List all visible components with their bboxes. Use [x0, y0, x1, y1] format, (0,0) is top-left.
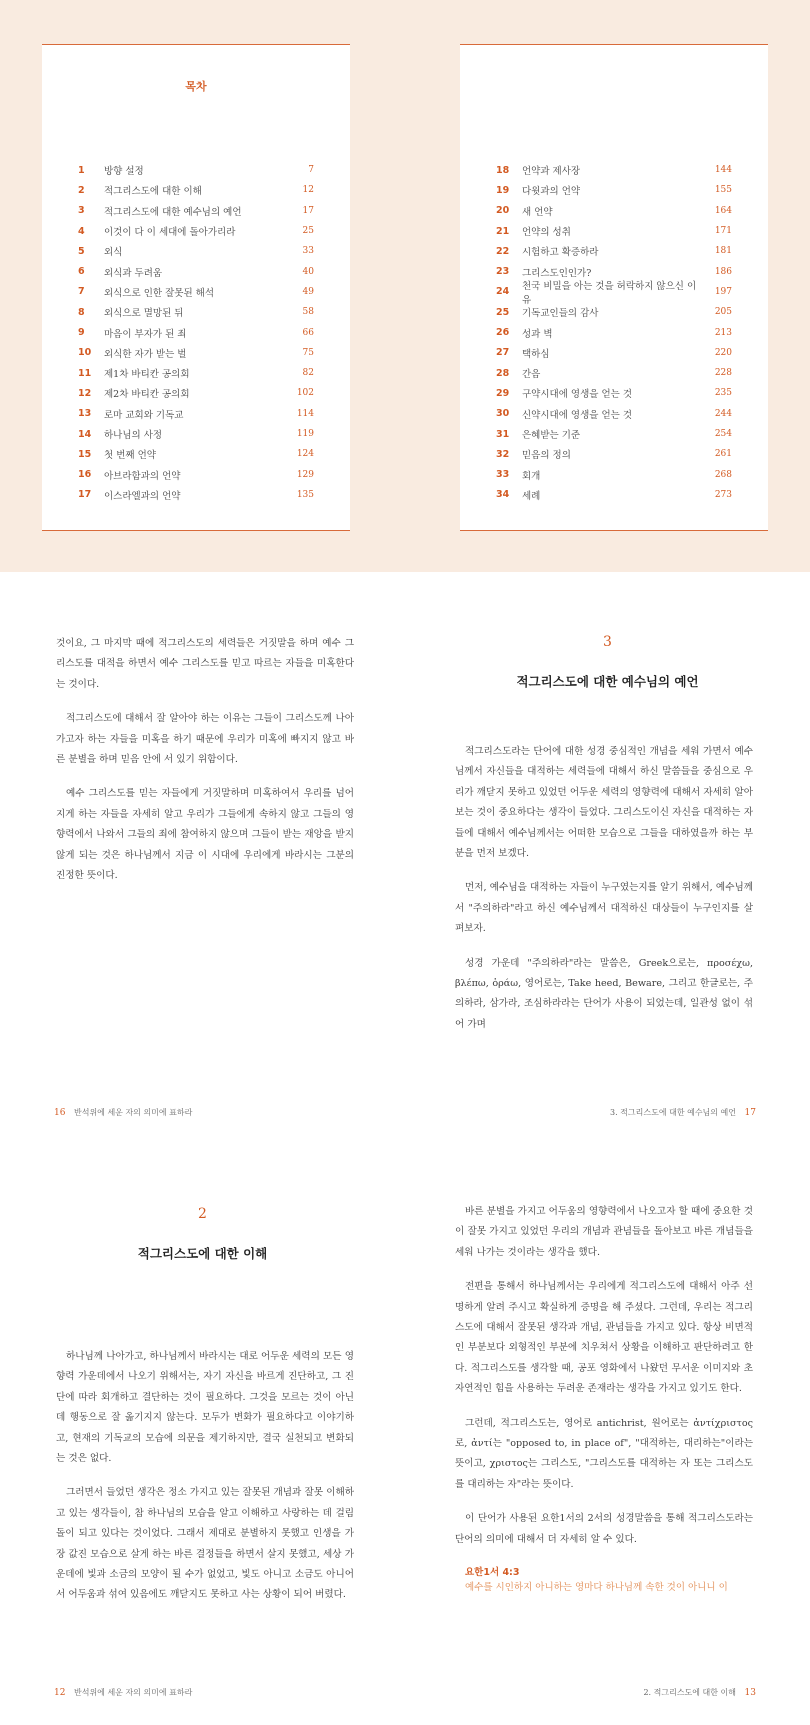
toc-entry-number: 22	[496, 245, 510, 257]
toc-entry-page: 75	[302, 347, 314, 358]
toc-entry[interactable]	[496, 444, 732, 464]
toc-entry-title: 제1차 바티칸 공의회	[104, 369, 190, 381]
paragraph: 바른 분별을 가지고 어두움의 영향력에서 나오고자 할 때에 중요한 것이 잘못 가지고 있었던 우리의 개념과 관념들을 돌아보고 바른 개념들을 세워 나가는 것이라는 생각을 했다.	[455, 1206, 753, 1258]
toc-entry[interactable]	[496, 322, 732, 342]
toc-entry-number: 18	[496, 164, 510, 176]
toc-entry[interactable]	[496, 241, 732, 261]
toc-entry-title: 간음	[522, 369, 541, 381]
page-number: 13	[744, 1688, 756, 1698]
chapter-title: 적그리스도에 대한 예수님의 예언	[516, 674, 699, 689]
toc-entry-title: 적그리스도에 대한 예수님의 예언	[104, 206, 242, 218]
toc-entry[interactable]	[496, 404, 732, 424]
toc-entry-title: 언약의 성취	[522, 227, 571, 239]
toc-entry[interactable]	[78, 383, 314, 403]
paragraph: 적그리스도에 대해서 잘 알아야 하는 이유는 그들이 그리스도께 나아가고자 하는 자들을 미혹을 하기 때문에 우리가 미혹에 빠지지 않고 바른 분별을 하며 믿음 안에 서 있기 위함이다.	[56, 713, 354, 766]
toc-entry[interactable]	[496, 280, 732, 306]
toc-entry-title: 성과 벽	[522, 328, 553, 340]
toc-entry-page: 268	[714, 469, 732, 480]
toc-entry[interactable]	[496, 160, 732, 180]
running-title: 반석위에 세운 자의 의미에 표하라	[74, 1688, 193, 1697]
paragraph: 하나님께 나아가고, 하나님께서 바라시는 대로 어두운 세력의 모든 영향력 가운데에서 나오기 위해서는, 자기 자신을 바르게 진단하고, 그 진단에 따라 회개하고 결단하는 것이 필요하다. 그것을 모르는 것이 아닌데 행동으로 잘 옮기지지 않는다. 모두가 변화가 필요하다고 이야기하고, 현재의 기독교의 모습에 의문을 제기하지만, 결국 실천되고 변화되는 것은 없다.	[56, 1351, 354, 1465]
toc-entry-number: 10	[78, 347, 92, 359]
toc-entry-page: 114	[296, 408, 314, 419]
toc-entry-page: 33	[302, 246, 314, 257]
toc-entry[interactable]	[78, 180, 314, 200]
page-13-body	[455, 1202, 753, 1598]
toc-entry-page: 220	[714, 347, 732, 358]
toc-entry[interactable]	[78, 302, 314, 322]
paragraph: 성경 가운데 "주의하라"라는 말씀은, Greek으로는, προσέχω, βλέπω, ὁράω, 영어로는, Take heed, Beware, 그리고 한글로는, 주의하라, 삼가라, 조심하라라는 단어가 사용이 되었는데, 일관성 없이 섞어 가며	[455, 957, 753, 1030]
toc-list-left	[78, 160, 314, 505]
toc-entry-number: 23	[496, 266, 510, 278]
toc-entry-title: 회개	[522, 470, 541, 482]
toc-entry-number: 29	[496, 387, 510, 399]
verse-reference: 요한1서 4:3	[465, 1567, 520, 1579]
page-17	[405, 572, 810, 1152]
toc-entry[interactable]	[78, 343, 314, 363]
toc-entry-title: 세례	[522, 490, 541, 502]
toc-entry-number: 16	[78, 469, 92, 481]
toc-entry-title: 택하심	[522, 348, 550, 360]
toc-entry-number: 31	[496, 428, 510, 440]
toc-entry[interactable]	[496, 201, 732, 221]
toc-entry-number: 13	[78, 408, 92, 420]
toc-entry[interactable]	[496, 343, 732, 363]
page-footer	[48, 1107, 192, 1118]
toc-entry-title: 외식	[104, 247, 123, 259]
toc-entry[interactable]	[78, 404, 314, 424]
toc-entry-page: 181	[714, 246, 732, 257]
toc-entry[interactable]	[78, 363, 314, 383]
toc-entry[interactable]	[496, 383, 732, 403]
page-16	[0, 572, 405, 1152]
toc-entry-title: 구약시대에 영생을 얻는 것	[522, 389, 633, 401]
toc-entry-number: 21	[496, 225, 510, 237]
toc-entry-title: 외식으로 멸망된 뒤	[104, 308, 184, 320]
toc-entry-page: 129	[296, 469, 314, 480]
toc-entry-number: 9	[78, 327, 85, 339]
page-footer	[48, 1687, 192, 1698]
toc-entry-title: 아브라함과의 언약	[104, 470, 181, 482]
toc-entry-page: 205	[714, 307, 732, 318]
toc-entry-page: 66	[302, 327, 314, 338]
toc-entry[interactable]	[496, 485, 732, 505]
toc-entry-number: 4	[78, 225, 85, 237]
running-title: 반석위에 세운 자의 의미에 표하라	[74, 1108, 193, 1117]
toc-entry[interactable]	[78, 241, 314, 261]
toc-entry-page: 58	[302, 307, 314, 318]
toc-entry-page: 186	[714, 266, 732, 277]
toc-entry-title: 기독교인들의 감사	[522, 308, 599, 320]
toc-entry-title: 하나님의 사정	[104, 430, 163, 441]
toc-entry[interactable]	[78, 282, 314, 302]
toc-entry-title: 이것이 다 이 세대에 돌아가리라	[104, 227, 236, 239]
toc-entry-number: 8	[78, 306, 85, 318]
toc-entry-page: 124	[296, 449, 314, 460]
page-17-body	[455, 742, 753, 1049]
toc-entry-number: 15	[78, 448, 92, 460]
toc-entry-title: 이스라엘과의 언약	[104, 490, 181, 502]
paragraph: 전편을 통해서 하나님께서는 우리에게 적그리스도에 대해서 아주 선명하게 알려 주시고 확실하게 증명을 해 주셨다. 그런데, 우리는 적그리스도에 대해서 잘못된 생각과 개념, 관념들을 가지고 있다. 항상 비면적인 부분보다 외형적인 부분에 치우쳐서 상황을 이해하고 판단하려고 한다. 적그리스도를 생각할 때, 공포 영화에서 나왔던 무서운 이미지와 초자연적인 힘을 사용하는 두려운 존재라는 생각을 가지고 있기도 한다.	[455, 1281, 753, 1395]
toc-entry-title: 믿음의 정의	[522, 450, 571, 462]
toc-entry[interactable]	[496, 221, 732, 241]
toc-entry-number: 19	[496, 184, 510, 196]
toc-entry[interactable]	[78, 261, 314, 281]
toc-entry-title: 외식과 두려움	[104, 267, 163, 279]
toc-page-left	[42, 44, 350, 531]
toc-entry-page: 164	[714, 205, 732, 216]
toc-entry-number: 25	[496, 306, 510, 318]
page-footer	[610, 1107, 762, 1118]
verse-text: 예수를 시인하지 아니하는 영마다 하나님께 속한 것이 아니니 이	[465, 1582, 728, 1594]
toc-entry-number: 5	[78, 245, 85, 257]
paragraph: 것이요, 그 마지막 때에 적그리스도의 세력들은 거짓말을 하며 예수 그리스도를 대적을 하면서 예수 그리스도를 믿고 따르는 자들을 미혹한다는 것이다.	[56, 638, 354, 690]
toc-entry-page: 171	[714, 226, 732, 237]
toc-entry-number: 1	[78, 164, 85, 176]
toc-entry-page: 235	[714, 388, 732, 399]
toc-entry-page: 244	[714, 408, 732, 419]
chapter-number: 3	[603, 634, 612, 650]
chapter-number: 2	[198, 1206, 207, 1222]
toc-entry-title: 외식한 자가 받는 벌	[104, 348, 187, 360]
toc-entry-number: 11	[78, 367, 92, 379]
toc-entry-title: 마음이 부자가 된 죄	[104, 328, 187, 340]
toc-entry-title: 새 언약	[522, 206, 553, 218]
toc-entry-number: 6	[78, 266, 85, 278]
page-number: 12	[54, 1688, 66, 1698]
toc-entry-number: 33	[496, 469, 510, 481]
running-title: 3. 적그리스도에 대한 예수님의 예언	[610, 1108, 736, 1117]
toc-entry-title: 제2차 바티칸 공의회	[104, 389, 190, 401]
scripture-quote	[455, 1564, 753, 1598]
toc-entry-number: 12	[78, 387, 92, 399]
toc-entry-number: 14	[78, 428, 92, 440]
toc-entry-title: 방향 설정	[104, 166, 144, 178]
paragraph: 적그리스도라는 단어에 대한 성경 중심적인 개념을 세워 가면서 예수님께서 자신들을 대적하는 세력들에 대해서 하신 말씀들을 중심으로 우리가 깨닫지 못하고 있었던 어두운 세력의 영향력에 대해서 자세히 알아보는 것이 중요하다는 생각이 들었다. 그리스도이신 자신을 대적하는 자들에 대해서 예수님께서는 어떠한 모습으로 그들을 대하였을까 하는 부분을 먼저 보겠다.	[455, 746, 753, 860]
toc-entry-page: 144	[714, 165, 732, 176]
toc-entry[interactable]	[78, 160, 314, 180]
toc-entry-page: 12	[302, 185, 314, 196]
toc-entry-title: 신약시대에 영생을 얻는 것	[522, 409, 633, 421]
page-number: 17	[744, 1108, 756, 1118]
paragraph: 먼저, 예수님을 대적하는 자들이 누구였는지를 알기 위해서, 예수님께서 "주의하라"라고 하신 예수님께서 대적하신 대상들이 누구인지를 살펴보자.	[455, 882, 753, 935]
paragraph: 이 단어가 사용된 요한1서의 2서의 성경말씀을 통해 적그리스도라는 단어의 의미에 대해서 더 자세히 알 수 있다.	[455, 1513, 753, 1545]
page-16-body	[56, 634, 354, 900]
toc-entry-title: 언약과 제사장	[522, 166, 581, 178]
toc-entry-number: 34	[496, 489, 510, 501]
toc-entry-title: 다윗과의 언약	[522, 186, 581, 198]
toc-entry-page: 155	[714, 185, 732, 196]
paragraph: 그러면서 들었던 생각은 정소 가지고 있는 잘못된 개념과 잘못 이해하고 있는 생각들이, 참 하나님의 모습을 알고 이해하고 사랑하는 데 걸림돌이 되고 있다는 것이었다. 그래서 제대로 분별하지 못했고 인생을 가장 값진 모습으로 살게 하는 바른 결정들을 하면서 살지 못했고, 세상 가운데에 빛과 소금의 모양이 될 수가 없었고, 빛도 아니고 소금도 아니어서 어두움과 섞여 있음에도 깨닫지도 못하고 사는 상황이 되어 버렸다.	[56, 1487, 354, 1601]
toc-entry-number: 30	[496, 408, 510, 420]
toc-entry-title: 그리스도인인가?	[522, 267, 592, 279]
toc-entry-page: 228	[714, 368, 732, 379]
toc-entry[interactable]	[496, 464, 732, 484]
toc-entry[interactable]	[496, 302, 732, 322]
toc-entry-number: 26	[496, 327, 510, 339]
page-13	[405, 1152, 810, 1725]
toc-entry-number: 20	[496, 205, 510, 217]
toc-entry-page: 119	[296, 429, 314, 439]
toc-entry-title: 적그리스도에 대한 이해	[104, 186, 202, 198]
toc-entry-number: 2	[78, 184, 85, 196]
toc-entry-page: 49	[302, 286, 314, 297]
page-12	[0, 1152, 405, 1725]
toc-entry-number: 17	[78, 489, 92, 501]
toc-entry-page: 17	[302, 205, 314, 216]
toc-entry-page: 261	[714, 449, 732, 460]
toc-entry-number: 7	[78, 286, 85, 298]
toc-entry-number: 27	[496, 347, 510, 359]
chapter-title: 적그리스도에 대한 이해	[137, 1246, 268, 1261]
toc-page-right	[460, 44, 768, 531]
toc-entry-page: 40	[302, 266, 314, 277]
page-footer	[643, 1687, 762, 1698]
page-number: 16	[54, 1108, 66, 1118]
toc-entry-title: 은혜받는 기준	[522, 430, 581, 441]
toc-entry[interactable]	[496, 424, 732, 444]
toc-entry-page: 135	[296, 489, 314, 500]
toc-entry-number: 28	[496, 367, 510, 379]
toc-entry-page: 102	[296, 388, 314, 399]
toc-entry-number: 3	[78, 205, 85, 217]
toc-entry[interactable]	[78, 201, 314, 221]
toc-entry-title: 첫 번째 언약	[104, 450, 156, 462]
toc-entry[interactable]	[496, 180, 732, 200]
toc-entry-number: 24	[496, 286, 510, 298]
toc-entry-page: 273	[714, 489, 732, 500]
toc-entry[interactable]	[78, 444, 314, 464]
running-title: 2. 적그리스도에 대한 이해	[643, 1688, 736, 1697]
toc-entry[interactable]	[78, 485, 314, 505]
toc-entry-page: 197	[714, 286, 732, 297]
toc-entry-page: 254	[714, 429, 732, 439]
toc-title: 목차	[185, 80, 207, 93]
toc-entry-page: 213	[714, 327, 732, 338]
toc-entry[interactable]	[78, 322, 314, 342]
toc-entry-page: 25	[302, 226, 314, 237]
toc-entry-title: 로마 교회와 기독교	[104, 409, 184, 421]
toc-entry-title: 외식으로 인한 잘못된 해석	[104, 287, 215, 299]
paragraph: 그런데, 적그리스도는, 영어로 antichrist, 원어로는 ἀντίχριστος로, ἀντί는 "opposed to, in place of", "대적하는, 대리하는"이라는 뜻이고, χριστος는 그리스도, "그리스도를 대적하는 자 또는 그리스도를 대리하는 자"라는 뜻이다.	[455, 1417, 753, 1490]
toc-entry[interactable]	[496, 363, 732, 383]
toc-list-right	[496, 160, 732, 505]
toc-entry-page: 82	[302, 368, 314, 379]
toc-entry[interactable]	[78, 424, 314, 444]
toc-entry[interactable]	[78, 464, 314, 484]
toc-entry-page: 7	[308, 165, 314, 176]
page-12-body	[56, 1347, 354, 1620]
paragraph: 예수 그리스도를 믿는 자들에게 거짓말하며 미혹하여서 우리를 넘어지게 하는 자들을 자세히 알고 우리가 그들에게 속하지 않고 그들의 영향력에서 나와서 그들의 죄에 참여하지 않으며 그들이 받는 재앙을 받지 않게 되는 것은 하나님께서 지금 이 시대에 우리에게 바라시는 그분의 진정한 뜻이다.	[56, 788, 354, 882]
toc-entry-title: 시험하고 확증하라	[522, 247, 599, 259]
toc-entry-title: 천국 비밀을 아는 것을 허락하지 않으신 이유	[522, 280, 697, 306]
toc-entry-number: 32	[496, 448, 510, 460]
toc-entry[interactable]	[78, 221, 314, 241]
toc-section	[0, 0, 810, 572]
